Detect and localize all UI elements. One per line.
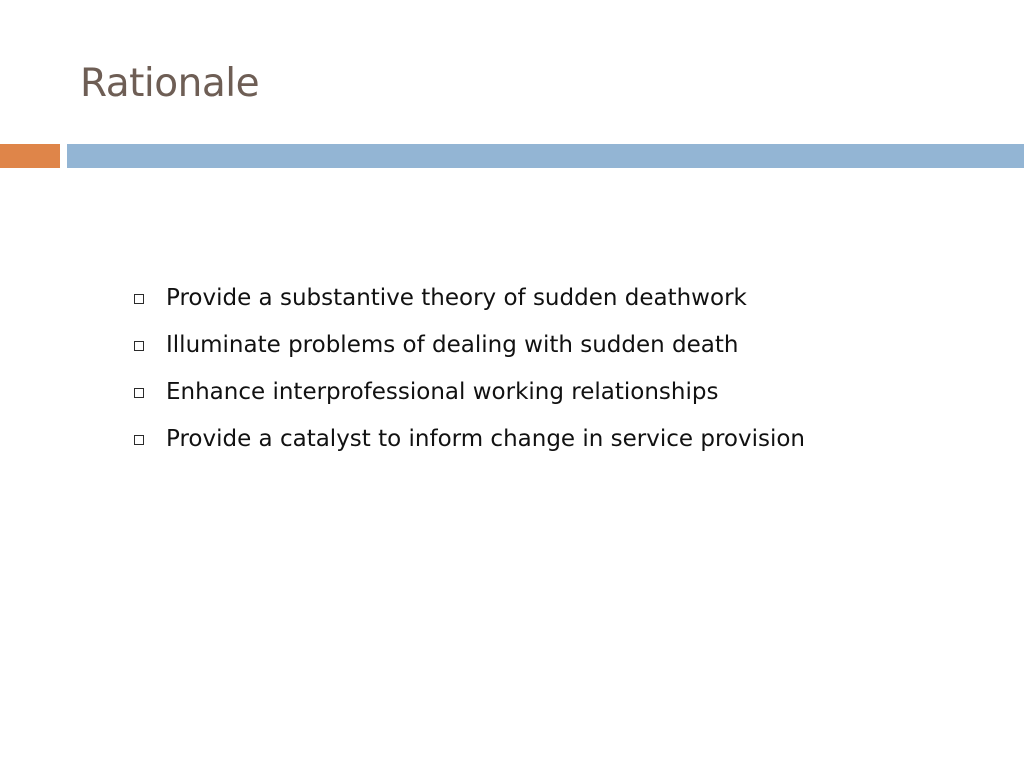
- title-rule-blue-bar: [67, 144, 1024, 168]
- title-rule-orange-accent: [0, 144, 60, 168]
- square-bullet-icon: [134, 294, 144, 304]
- square-bullet-icon: [134, 435, 144, 445]
- square-bullet-icon: [134, 341, 144, 351]
- bullet-item: [132, 374, 892, 411]
- square-bullet-icon: [134, 388, 144, 398]
- bullet-text: Illuminate problems of dealing with sudden death: [166, 332, 739, 358]
- bullet-text: Provide a substantive theory of sudden deathwork: [166, 285, 747, 311]
- bullet-item: [132, 421, 892, 458]
- slide-title: Rationale: [80, 61, 260, 106]
- bullet-item: [132, 280, 892, 317]
- bullet-text: Enhance interprofessional working relationships: [166, 379, 719, 405]
- bullet-text: Provide a catalyst to inform change in service provision: [166, 426, 806, 452]
- bullet-list: [132, 280, 892, 468]
- bullet-item: [132, 327, 892, 364]
